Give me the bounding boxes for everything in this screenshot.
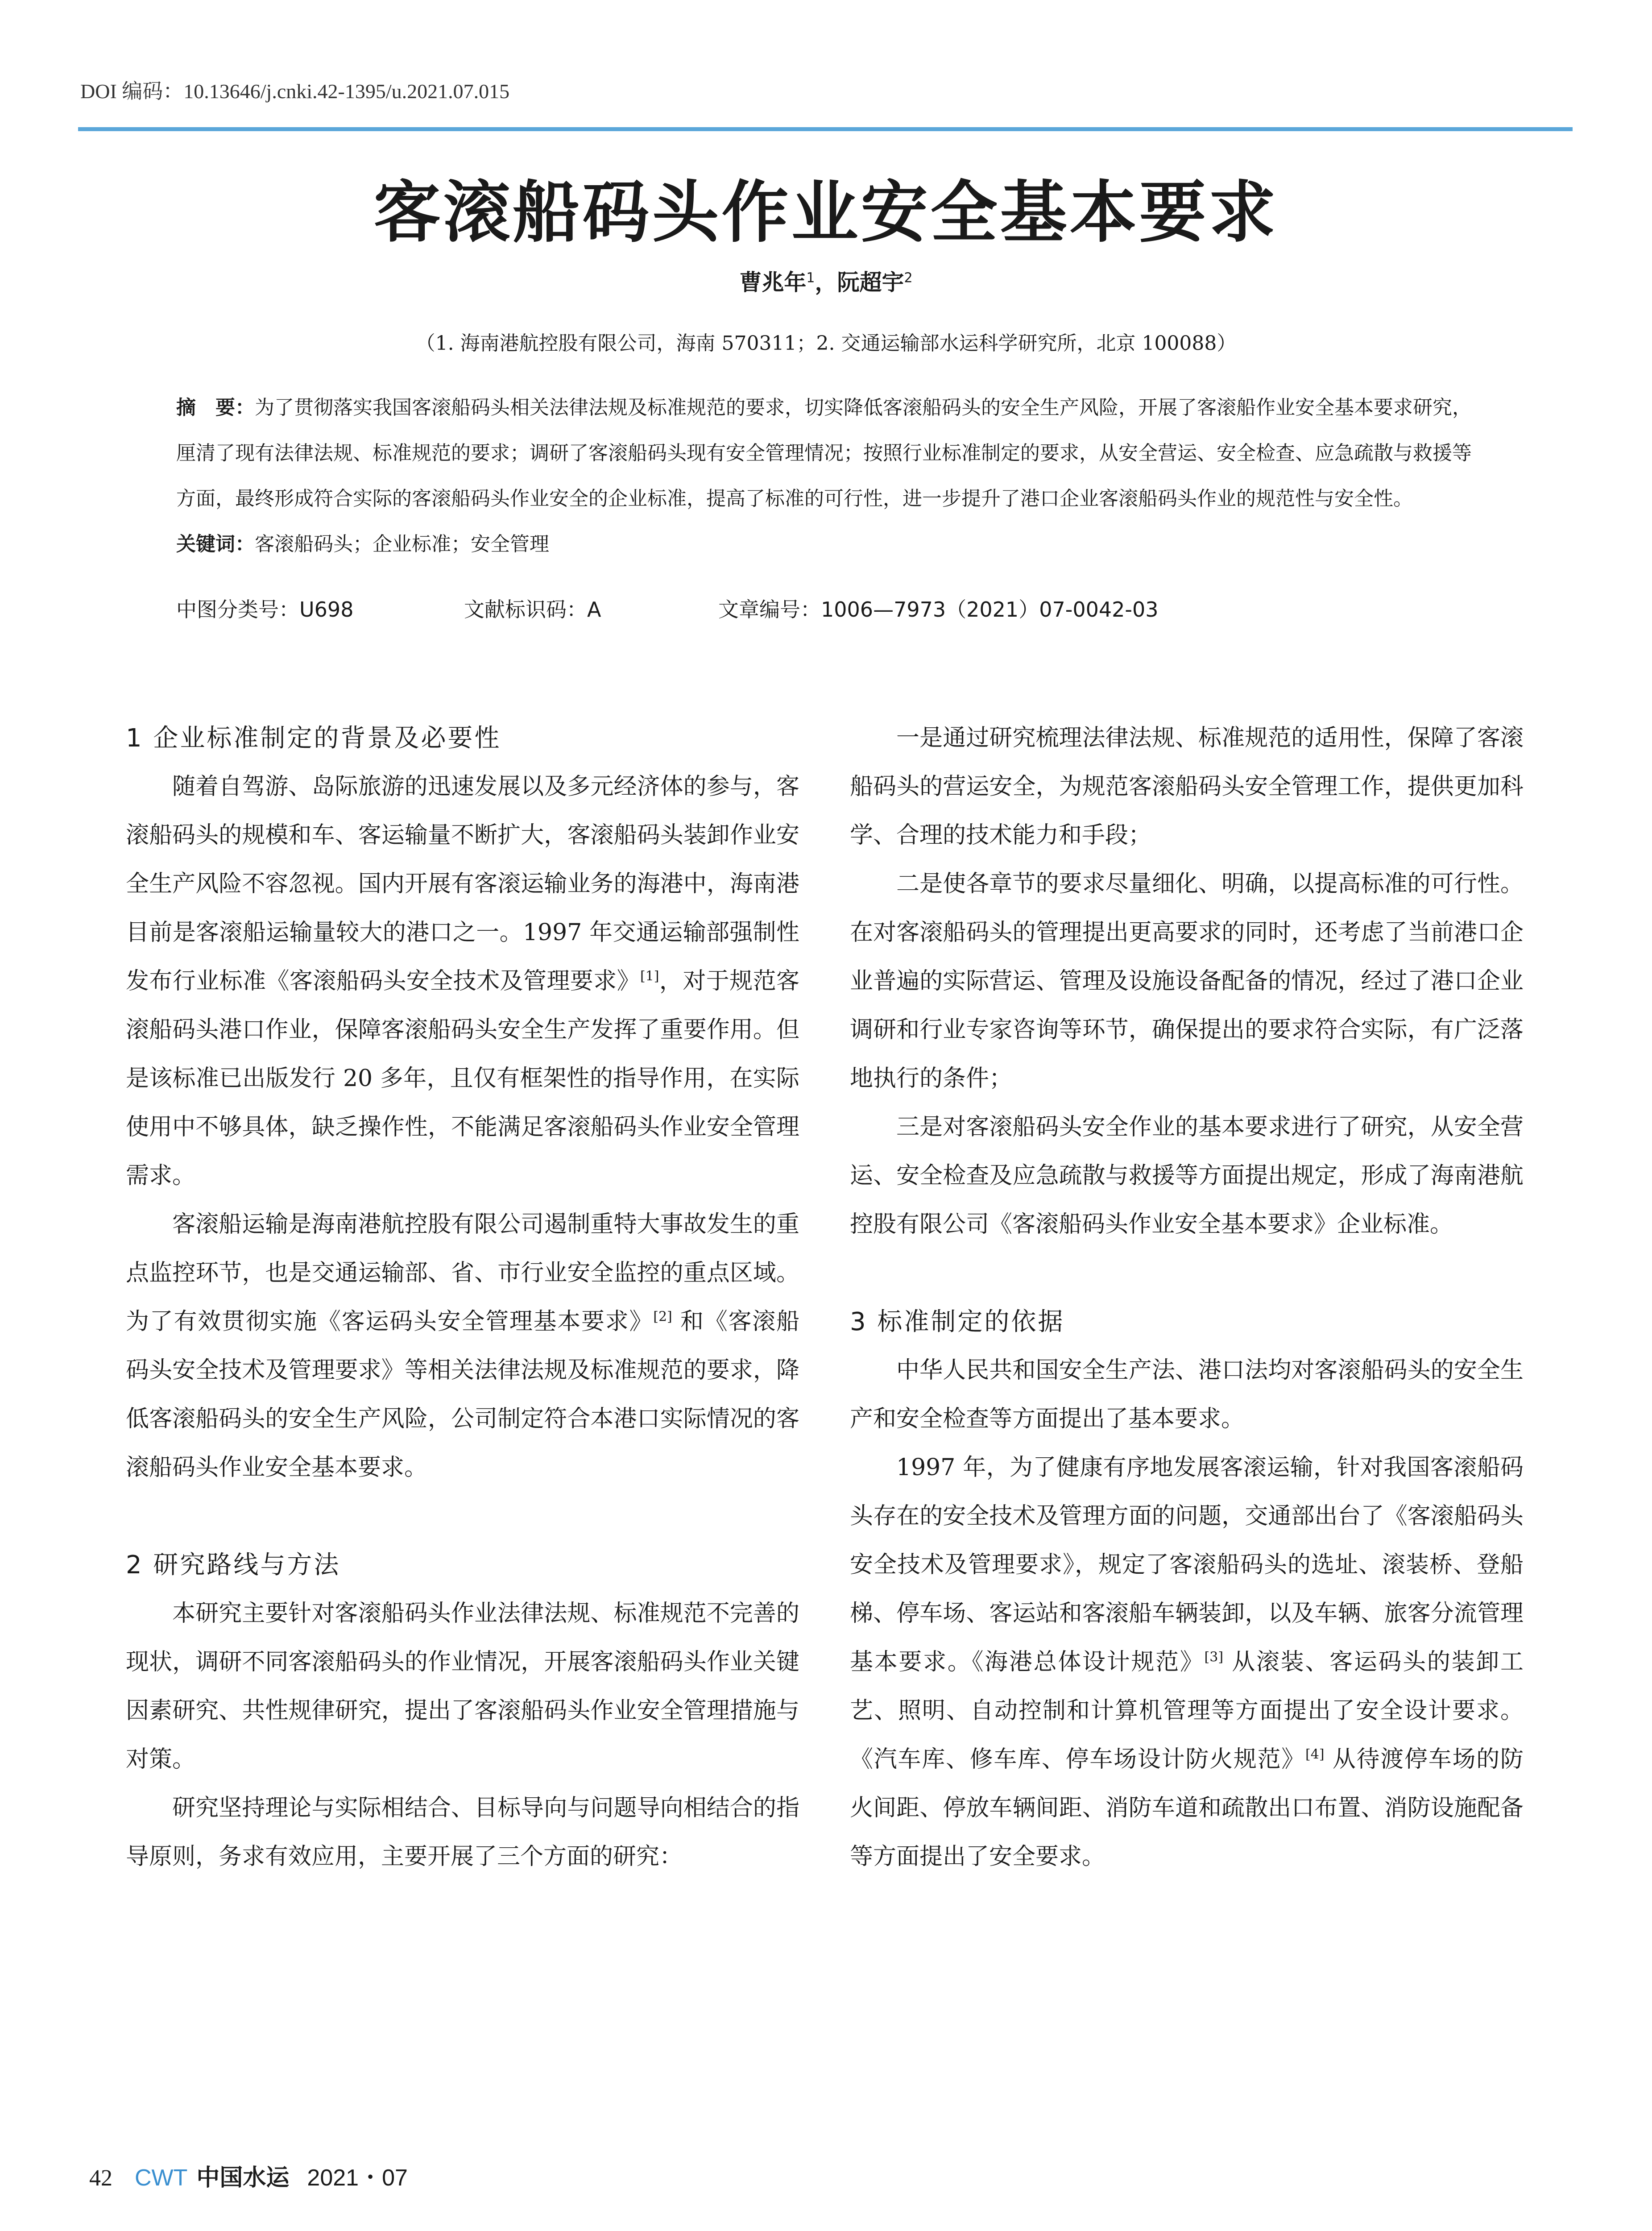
authors: [0, 265, 1652, 297]
author-2: 阮超宇: [837, 270, 904, 295]
paragraph: [126, 763, 799, 1200]
text-run: ，对于规范客滚船码头港口作业，保障客滚船码头安全生产发挥了重要作用。但是该标准已出版发行 20 多年，且仅有框架性的指导作用，在实际使用中不够具体，缺乏操作性，不能满足客滚船码头作业安全管理需求。: [126, 968, 799, 1189]
text-run: 随着自驾游、岛际旅游的迅速发展以及多元经济体的参与，客滚船码头的规模和车、客运输量不断扩大，客滚船码头装卸作业安全生产风险不容忽视。国内开展有客滚运输业务的海港中，海南港目前是客滚船运输量较大的港口之一。1997 年交通运输部强制性发布行业标准《客滚船码头安全技术及管理要求》: [126, 773, 799, 995]
page-footer: [89, 2159, 408, 2192]
abstract-text: 为了贯彻落实我国客滚船码头相关法律法规及标准规范的要求，切实降低客滚船码头的安全生产风险，开展了客滚船作业安全基本要求研究，厘清了现有法律法规、标准规范的要求；调研了客滚船码头现有安全管理情况；按照行业标准制定的要求，从安全营运、安全检查、应急疏散与救援等方面，最终形成符合实际的客滚船码头作业安全的企业标准，提高了标准的可行性，进一步提升了港口企业客滚船码头作业的规范性与安全性。: [176, 396, 1472, 510]
spacer: [126, 1492, 799, 1541]
doi-line: DOI 编码：10.13646/j.cnki.42-1395/u.2021.07.015: [80, 80, 510, 103]
issue-date: 2021・07: [307, 2165, 408, 2191]
citation-ref: [3]: [1204, 1649, 1224, 1665]
paragraph: [126, 1200, 799, 1492]
clc-number: 中图分类号：U698: [176, 597, 354, 622]
citation-ref: [2]: [653, 1309, 672, 1325]
abstract: [176, 385, 1479, 567]
abstract-label: 摘 要：: [176, 396, 255, 419]
section-2-heading: 2 研究路线与方法: [126, 1551, 341, 1580]
keywords-text: 客滚船码头；企业标准；安全管理: [255, 533, 549, 556]
page-number: 42: [89, 2165, 112, 2191]
keywords-label: 关键词：: [176, 533, 255, 556]
paragraph: 三是对客滚船码头安全作业的基本要求进行了研究，从安全营运、安全检查及应急疏散与救援等方面提出规定，形成了海南港航控股有限公司《客滚船码头作业安全基本要求》企业标准。: [850, 1114, 1524, 1238]
header-rule: [78, 127, 1573, 131]
paragraph: 中华人民共和国安全生产法、港口法均对客滚船码头的安全生产和安全检查等方面提出了基本要求。: [850, 1357, 1524, 1432]
left-column: [126, 714, 799, 1881]
article-title: 客滚船码头作业安全基本要求: [373, 173, 1279, 252]
text-run: 和《客滚船码头安全技术及管理要求》等相关法律法规及标准规范的要求，降低客滚船码头的安全生产风险，公司制定符合本港口实际情况的客滚船码头作业安全基本要求。: [126, 1308, 799, 1481]
paragraph: [850, 1443, 1524, 1881]
paragraph: 一是通过研究梳理法律法规、标准规范的适用性，保障了客滚船码头的营运安全，为规范客滚船码头安全管理工作，提供更加科学、合理的技术能力和手段；: [850, 725, 1524, 849]
right-column: [850, 714, 1524, 1881]
author-2-affil: 2: [904, 270, 913, 286]
journal-logo: CWT: [135, 2165, 188, 2191]
keywords: [176, 522, 1479, 567]
author-1-affil: 1: [806, 270, 815, 286]
text-run: 从滚装、客运码头的装卸工艺、照明、自动控制和计算机管理等方面提出了安全设计要求。《汽车库、修车库、停车场设计防火规范》: [850, 1649, 1524, 1773]
document-code: 文献标识码：A: [464, 597, 601, 622]
text-run: 1997 年，为了健康有序地发展客滚运输，针对我国客滚船码头存在的安全技术及管理方面的问题，交通部出台了《客滚船码头安全技术及管理要求》，规定了客滚船码头的选址、滚装桥、登船梯、停车场、客运站和客滚船车辆装卸，以及车辆、旅客分流管理基本要求。《海港总体设计规范》: [850, 1454, 1524, 1675]
section-3-heading: 3 标准制定的依据: [850, 1307, 1065, 1336]
spacer: [850, 1249, 1524, 1298]
author-1: 曹兆年: [739, 270, 807, 295]
paragraph: 研究坚持理论与实际相结合、目标导向与问题导向相结合的指导原则，务求有效应用，主要开展了三个方面的研究：: [126, 1795, 799, 1870]
affiliation: （1. 海南港航控股有限公司，海南 570311；2. 交通运输部水运科学研究所，北京 100088）: [415, 332, 1237, 355]
article-number: 文章编号：1006—7973（2021）07-0042-03: [718, 597, 1159, 622]
text-run: 从待渡停车场的防火间距、停放车辆间距、消防车道和疏散出口布置、消防设施配备等方面提出了安全要求。: [850, 1746, 1524, 1870]
paragraph: 本研究主要针对客滚船码头作业法律法规、标准规范不完善的现状，调研不同客滚船码头的作业情况，开展客滚船码头作业关键因素研究、共性规律研究，提出了客滚船码头作业安全管理措施与对策。: [126, 1600, 799, 1773]
abstract-body: [176, 385, 1479, 522]
paragraph: 二是使各章节的要求尽量细化、明确，以提高标准的可行性。在对客滚船码头的管理提出更高要求的同时，还考虑了当前港口企业普遍的实际营运、管理及设施设备配备的情况，经过了港口企业调研和行业专家咨询等环节，确保提出的要求符合实际，有广泛落地执行的条件；: [850, 871, 1524, 1092]
citation-ref: [4]: [1305, 1746, 1325, 1762]
citation-ref: [1]: [640, 968, 659, 984]
journal-name: 中国水运: [196, 2164, 290, 2191]
author-separator: ，: [815, 270, 837, 295]
section-1-heading: 1 企业标准制定的背景及必要性: [126, 724, 501, 753]
text-run: 客滚船运输是海南港航控股有限公司遏制重特大事故发生的重点监控环节，也是交通运输部、省、市行业安全监控的重点区域。为了有效贯彻实施《客运码头安全管理基本要求》: [126, 1211, 799, 1335]
